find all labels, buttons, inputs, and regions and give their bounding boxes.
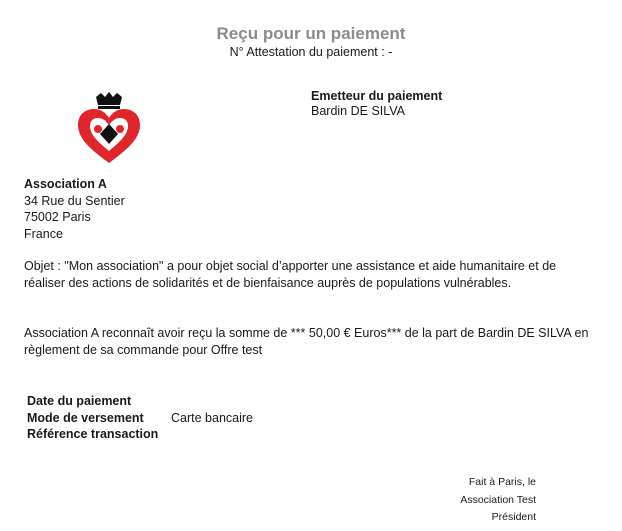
emitter-block [311, 89, 442, 119]
heart-crown-logo [74, 91, 144, 165]
address-line2: 75002 Paris [24, 210, 91, 224]
payment-mode-value: Carte bancaire [171, 410, 253, 425]
payment-mode-row [27, 410, 253, 427]
payment-details [27, 393, 253, 443]
attestation-number: N° Attestation du paiement : - [229, 45, 393, 59]
signature-block [460, 474, 536, 527]
association-address [24, 176, 125, 242]
association-name: Association A [24, 177, 107, 191]
address-line1: 34 Rue du Sentier [24, 193, 125, 208]
signature-org: Association Test [460, 493, 536, 506]
payment-mode-label: Mode de versement [27, 410, 144, 425]
objet-paragraph: Objet : "Mon association" a pour objet social d’apporter une assistance et aide humanitaire et de réaliser des actions de solidarités et de bienfaisance auprès de populations vulnérables. [24, 259, 557, 290]
signature-place: Fait à Paris, le [468, 476, 536, 488]
receipt-title: Reçu pour un paiement [216, 24, 406, 43]
signature-role: Président [491, 511, 536, 523]
transaction-ref-label: Référence transaction [27, 427, 159, 441]
emitter-label: Emetteur du paiement [311, 89, 443, 103]
payment-date-row [27, 393, 253, 410]
emitter-name: Bardin DE SILVA [311, 104, 406, 118]
payment-date-label: Date du paiement [27, 394, 132, 408]
transaction-ref-row [27, 426, 253, 443]
crown-icon [96, 92, 122, 109]
acknowledgement-paragraph: Association A reconnaît avoir reçu la somme de *** 50,00 € Euros*** de la part de Bardin DE SILVA en règlement de sa commande pour Offre test [24, 326, 589, 357]
address-country: France [24, 226, 63, 241]
